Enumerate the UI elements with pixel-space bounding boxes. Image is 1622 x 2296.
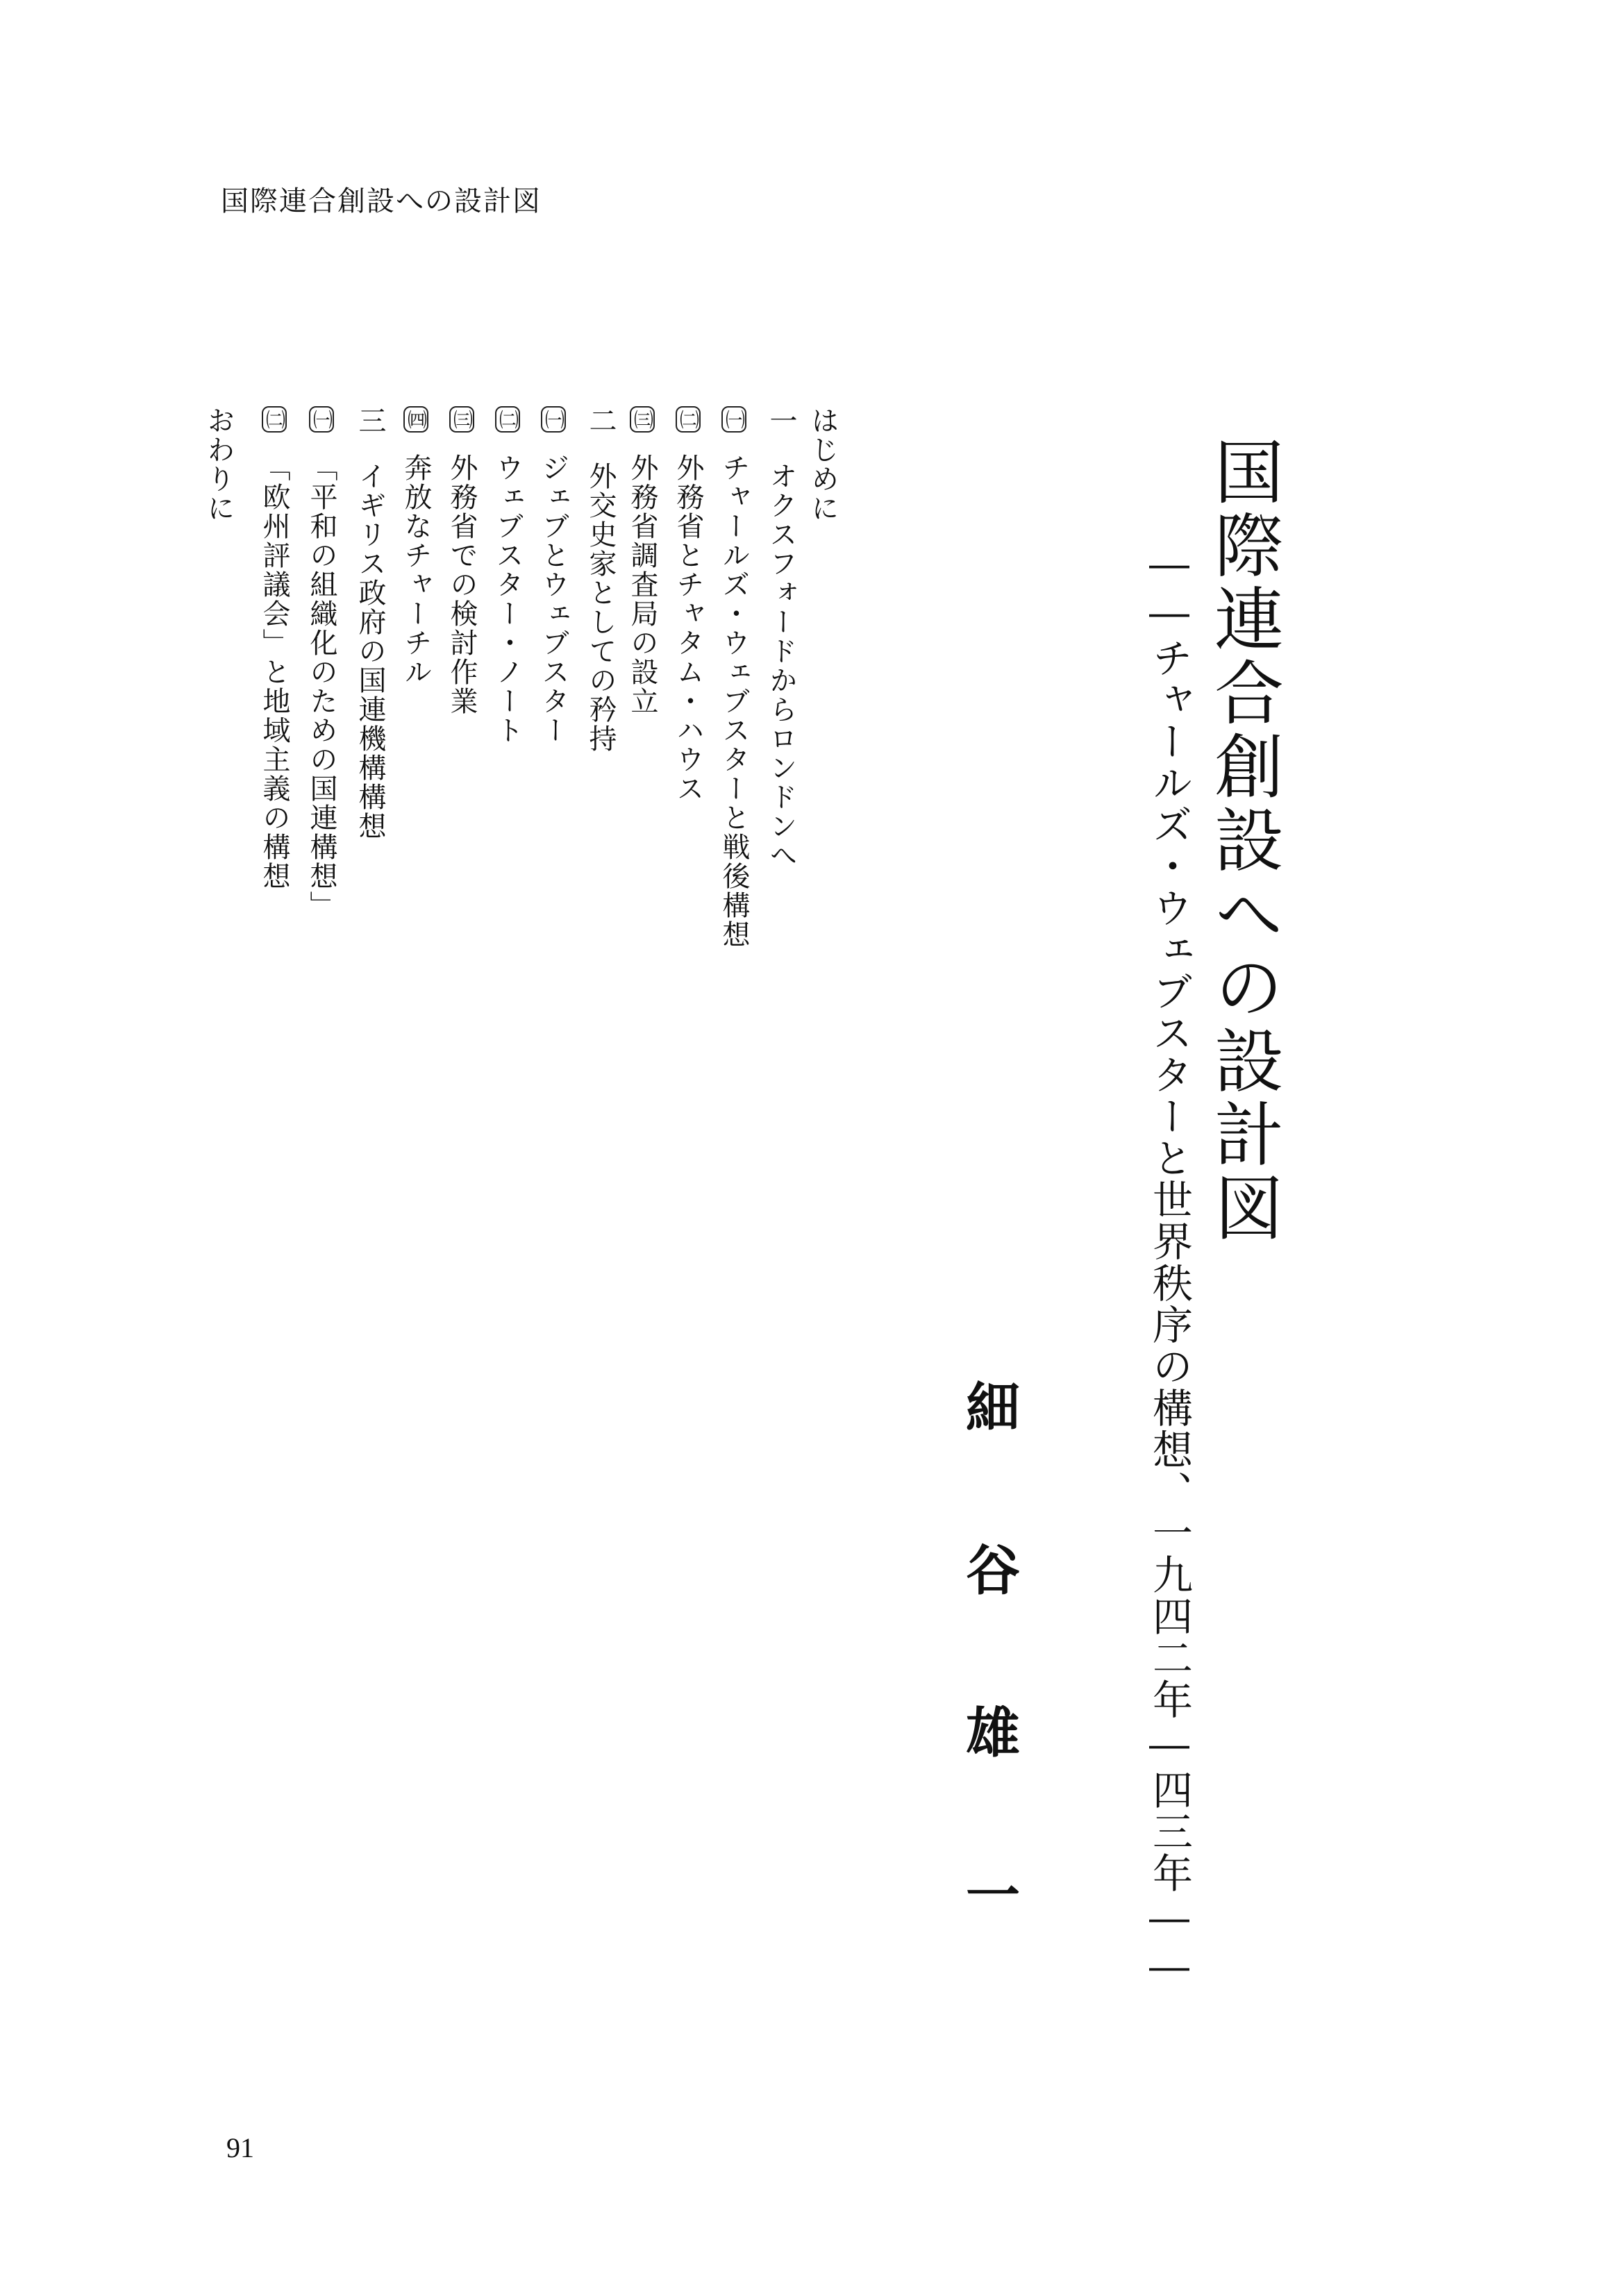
toc-item-number: ㈡ <box>495 406 520 433</box>
toc-item-number: ㈠ <box>541 406 566 433</box>
toc-item-number: ㈡ <box>262 406 287 433</box>
toc-item-text: 「欧州評議会」と地域主義の構想 <box>258 453 290 891</box>
toc-item-number: 一 <box>765 406 797 434</box>
toc-item-text: 外交史家としての矜持 <box>585 462 617 753</box>
toc-item <box>664 406 712 803</box>
main-title: 国際連合創設への設計図 <box>1203 436 1284 1246</box>
toc-item-number: ㈠ <box>309 406 334 433</box>
toc-item-text: 奔放なチャーチル <box>400 453 432 687</box>
toc-item-number: 三 <box>354 406 386 434</box>
toc-item-text: ウェブスター・ノート <box>492 453 524 745</box>
toc-item-number: ㈢ <box>630 406 655 433</box>
toc-item <box>437 406 486 716</box>
toc-item-text: オクスフォードからロンドンへ <box>765 462 797 870</box>
subtitle: ――チャールズ・ウェブスターと世界秩序の構想、一九四二年―四三年―― <box>1146 540 1193 1991</box>
toc-item-text: 外務省での検討作業 <box>446 453 478 716</box>
toc-item <box>757 406 805 870</box>
author-char: 谷 <box>965 1539 1020 1602</box>
toc-item-number: ㈣ <box>403 406 428 433</box>
author-char: 細 <box>965 1377 1020 1440</box>
toc-item <box>529 406 578 745</box>
toc-item <box>710 406 758 949</box>
table-of-contents <box>181 406 847 1031</box>
toc-item-text: 外務省とチャタム・ハウス <box>672 453 704 803</box>
toc-item-number: 二 <box>585 406 617 434</box>
toc-item-text: ジェブとウェブスター <box>537 453 569 745</box>
toc-item <box>194 406 243 523</box>
author-name <box>962 1377 1024 1927</box>
toc-item <box>799 406 847 523</box>
toc-item-number: ㈢ <box>449 406 474 433</box>
toc-item-text: おわりに <box>203 406 235 523</box>
toc-item-text: チャールズ・ウェブスターと戦後構想 <box>718 453 750 949</box>
toc-item <box>576 406 625 753</box>
toc-item <box>297 406 346 920</box>
toc-item <box>483 406 532 745</box>
toc-item-text: イギリス政府の国連機構構想 <box>354 462 386 841</box>
toc-item <box>618 406 667 716</box>
toc-item <box>250 406 299 891</box>
toc-item-number: ㈡ <box>676 406 701 433</box>
toc-item-number: ㈠ <box>721 406 746 433</box>
toc-item-text: 外務省調査局の設立 <box>626 453 658 716</box>
page-number: 91 <box>226 2132 254 2163</box>
running-header: 国際連合創設への設計図 <box>221 185 542 217</box>
toc-item <box>346 406 394 841</box>
toc-item-text: 「平和の組織化のための国連構想」 <box>306 453 337 920</box>
toc-item-text: はじめに <box>807 406 839 523</box>
author-char: 雄 <box>965 1702 1020 1765</box>
toc-item <box>392 406 440 687</box>
author-char: 一 <box>965 1864 1020 1927</box>
